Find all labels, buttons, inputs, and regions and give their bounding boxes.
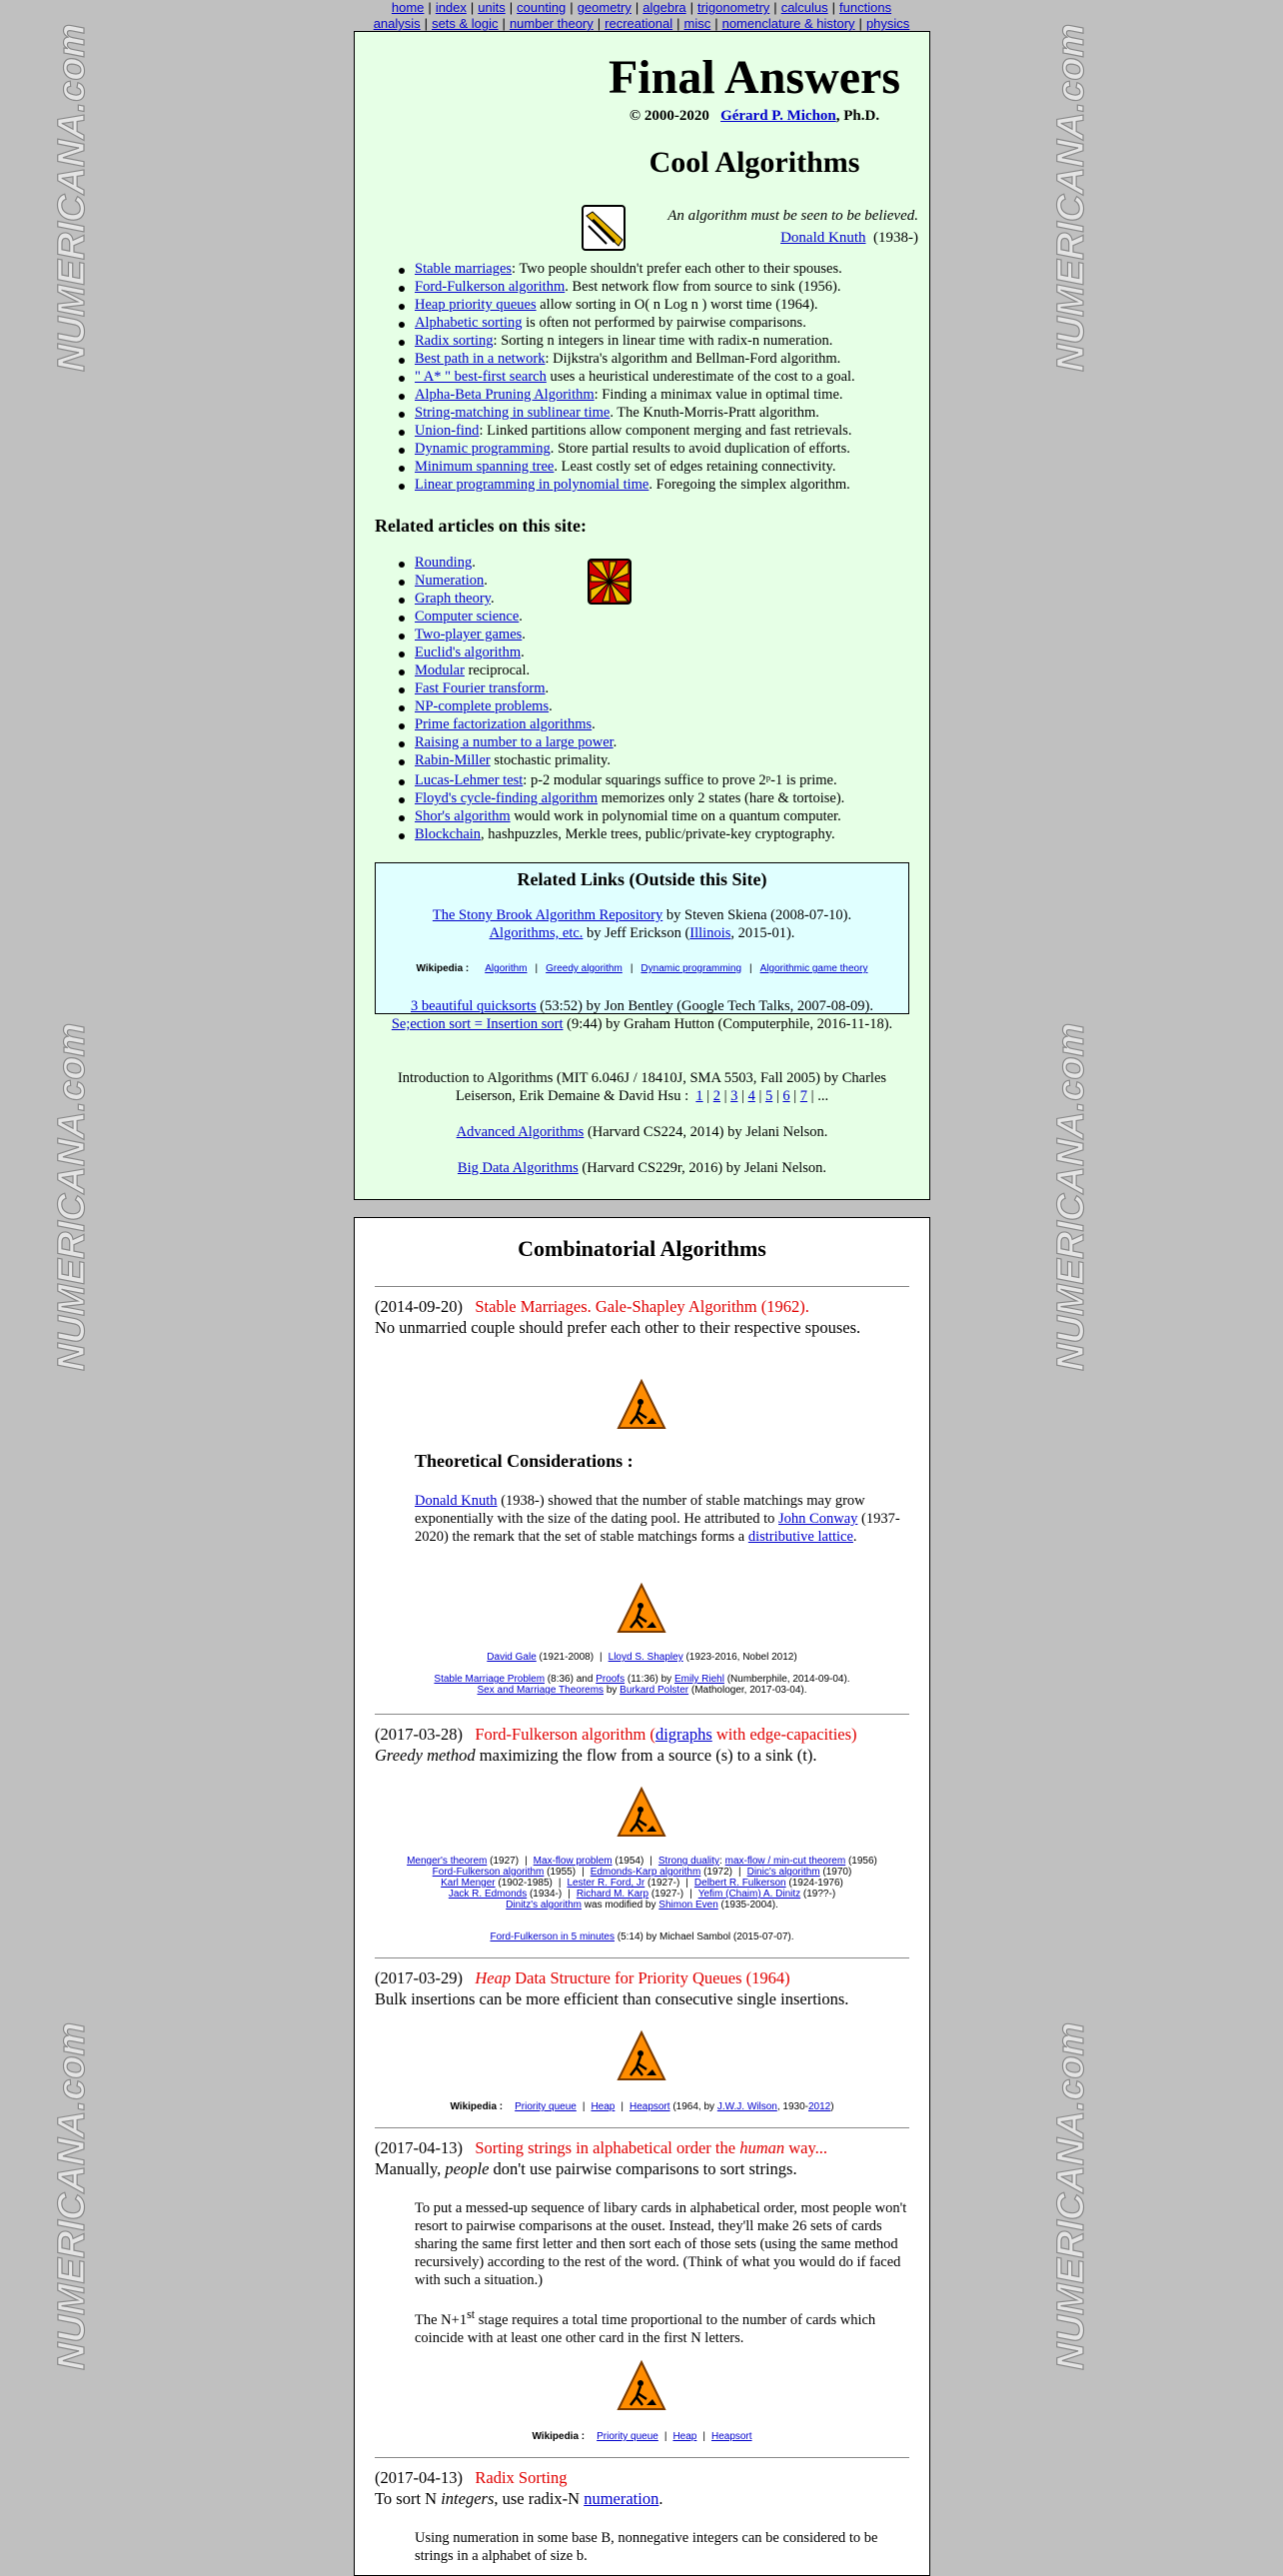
proofs-link[interactable]: Proofs [596, 1674, 626, 1685]
related-link[interactable]: Prime factorization algorithms [415, 716, 593, 732]
wiki-label: Wikipedia : [450, 2101, 504, 2112]
text: (19??-) [800, 1889, 836, 1900]
nav-sets-logic[interactable]: sets & logic [432, 16, 499, 31]
text: (1924-1976) [785, 1878, 843, 1889]
text: The N+1 [415, 2311, 468, 2328]
text: . [658, 2489, 663, 2508]
site-title: Final Answers [608, 51, 901, 104]
quote-text: An algorithm must be seen to be believed. [667, 208, 918, 224]
advanced-algorithms-link[interactable]: Advanced Algorithms [456, 1124, 585, 1140]
radix-paragraph: Using numeration in some base B, nonnegative integers can be considered to be strings in a alphabet of size b. [415, 2530, 878, 2564]
text: (5:14) by Michael Sambol (2015-07-07). [614, 1932, 794, 1942]
stony-brook-link[interactable]: The Stony Brook Algorithm Repository [432, 907, 663, 923]
entry-date: (2017-03-28) [375, 1725, 463, 1744]
entry-subtitle: Bulk insertions can be more efficient than consecutive single insertions. [375, 1989, 849, 2008]
text: . [852, 1529, 857, 1545]
list-item [395, 260, 914, 278]
entry-title: Ford-Fulkerson algorithm ( [475, 1725, 655, 1744]
big-desc: (Harvard CS229r, 2016) by Jelani Nelson. [578, 1160, 827, 1176]
svg-text:NUMERICANA.com: NUMERICANA.com [1050, 1022, 1092, 1371]
wiki-link[interactable]: Algorithm [485, 963, 528, 974]
algo-link[interactable]: Linear programming in polynomial time [415, 477, 649, 493]
text: To sort N [375, 2489, 442, 2508]
credits-flow: Menger's theorem (1927) | Max-flow problem (1954) | Strong duality: max-flow / min-cut theorem (1956) Ford-Fulkerson algorithm (1955) | Edmonds-Karp algorithm (1972) | Dinic's algorithm (1970) Karl Menger (1902-1985) | Lester R. Ford, Jr (1927-) | Delbert R. Fulkerson (1924-1976) Jack R. Edmonds (1934-) | Richard M. Karp (1927-) | Yefim (Chaim) A. Dinitz (19??-) Dinitz's algorithm was modified by Shimon Even (1935-2004). [407, 1856, 877, 1911]
svg-text:NUMERICANA.com: NUMERICANA.com [51, 23, 93, 372]
mit-course: Introduction to Algorithms (MIT 6.046J / 18410J, SMA 5503, Fall 2005) by Charles Leiserson, Erik Demaine & David Hsu : 1 | 2 | 3 | 4 | 5 | 6 | 7 | ... [397, 1070, 887, 1104]
flag-icon [581, 204, 627, 252]
nav-number-theory[interactable]: number theory [509, 16, 594, 31]
under-construction-icon [617, 1378, 666, 1432]
entry-date: (2017-03-29) [375, 1968, 463, 1987]
superscript: st [467, 2307, 476, 2321]
entry-title: Sorting strings in alphabetical order the [475, 2138, 740, 2157]
text: don't use pairwise comparisons to sort strings. [489, 2159, 797, 2178]
algo-desc: . Foregoing the simplex algorithm. [648, 477, 850, 493]
gale-link[interactable]: David Gale [487, 1652, 537, 1663]
dinitz-algorithm-link[interactable]: Dinitz's algorithm [506, 1900, 583, 1911]
wilson-link[interactable]: J.W.J. Wilson [716, 2101, 777, 2112]
divider [375, 1286, 909, 1287]
related-list-2 [395, 771, 924, 843]
entry-date: (2017-04-13) [375, 2468, 463, 2487]
selection-sort-video-link[interactable]: Se;ection sort = Insertion sort [391, 1016, 564, 1032]
list-item [395, 644, 914, 661]
related-desc: . [472, 555, 476, 571]
combinatorial-panel [354, 1217, 930, 2576]
related-desc: would work in polynomial time on a quantum computer. [510, 808, 841, 824]
nav-units[interactable]: units [478, 0, 506, 15]
mengers-theorem-link[interactable]: Menger's theorem [407, 1856, 488, 1867]
related-desc: reciprocal. [464, 662, 531, 678]
line2-end: , 2015-01). [730, 925, 795, 941]
divider [375, 1714, 909, 1715]
algo-link[interactable]: Dynamic programming [415, 441, 551, 457]
algo-desc: : Dijkstra's algorithm and Bellman-Ford algorithm. [545, 351, 841, 367]
strong-duality-link[interactable]: Strong duality [657, 1856, 720, 1867]
algo-desc: . The Knuth-Morris-Pratt algorithm. [610, 405, 819, 421]
copyright-years: © 2000-2020 [629, 108, 709, 124]
related-desc: . [519, 609, 523, 625]
algo-link[interactable]: Stable marriages [415, 261, 513, 277]
list-item [395, 332, 914, 350]
related-links-box [375, 862, 909, 1014]
wiki-label: Wikipedia : [416, 963, 470, 974]
under-construction-icon [617, 2359, 666, 2413]
divider [375, 2457, 909, 2458]
entry-title-end: with edge-capacities) [711, 1725, 857, 1744]
burkard-polster-link[interactable]: Burkard Polster [620, 1685, 689, 1696]
nav-counting[interactable]: counting [517, 0, 567, 15]
related-desc: stochastic primality. [490, 752, 611, 768]
algo-link[interactable]: Alpha-Beta Pruning Algorithm [415, 387, 595, 403]
priority-queue-link[interactable]: Priority queue [515, 2101, 577, 2112]
video-desc: (9:44) by Graham Hutton (Computerphile, 2016-11-18). [563, 1016, 893, 1032]
list-item [395, 590, 914, 608]
algo-link[interactable]: Best path in a network [415, 351, 546, 367]
text: (Mathologer, 2017-03-04). [688, 1685, 807, 1696]
karl-menger-link[interactable]: Karl Menger [441, 1878, 496, 1889]
line1-rest: by Steven Skiena (2008-07-10). [662, 907, 852, 923]
entry-title-end: way... [784, 2138, 828, 2157]
algorithms-etc-link[interactable]: Algorithms, etc. [489, 925, 584, 941]
related-links-heading: Related Links (Outside this Site) [517, 869, 767, 889]
text: (1938-) showed that the number of stable matchings may grow exponentially with the size of the dating pool. He attributed to [415, 1493, 865, 1527]
algo-desc: : Two people shouldn't prefer each other to their spouses. [512, 261, 842, 277]
text: (8:36) and [545, 1674, 597, 1685]
lester-ford-link[interactable]: Lester R. Ford, Jr [567, 1878, 645, 1889]
credits-gale-shapley: David Gale (1921-2008) | Lloyd S. Shapley (1923-2016, Nobel 2012) [487, 1652, 797, 1663]
entry-alphabetic-heading [375, 2137, 914, 2158]
list-item [395, 386, 914, 404]
priority-queue-link[interactable]: Priority queue [597, 2431, 658, 2442]
nav-trigonometry[interactable]: trigonometry [697, 0, 770, 15]
related-link[interactable]: NP-complete problems [415, 698, 550, 714]
wiki-label: Wikipedia : [532, 2431, 586, 2442]
list-item [395, 771, 924, 789]
heap-link[interactable]: Heap [591, 2101, 616, 2112]
text: (1927-) [648, 1889, 684, 1900]
shimon-even-link[interactable]: Shimon Even [658, 1900, 718, 1911]
related-link[interactable]: Raising a number to a large power [415, 734, 614, 750]
list-item [395, 476, 914, 494]
emphasis: people [445, 2159, 490, 2178]
wikipedia-links: Wikipedia : Algorithm | Greedy algorithm | Dynamic programming | Algorithmic game theory [416, 963, 868, 974]
wikipedia-heap-links: Wikipedia : Priority queue | Heap | Heapsort (1964, by J.W.J. Wilson, 1930-2012) [450, 2101, 834, 2112]
text: stage requires a total time proportional to the number of cards which coincide with at least one other card in the first N letters. [415, 2311, 876, 2346]
entry-ford-fulkerson-heading [375, 1724, 914, 1745]
watermark-right-3 [1039, 2018, 1099, 2378]
svg-text:NUMERICANA.com: NUMERICANA.com [51, 2021, 93, 2370]
nav-calculus[interactable]: calculus [780, 0, 828, 15]
list-item [395, 440, 914, 458]
algo-link[interactable]: Heap priority queues [415, 297, 537, 313]
list-item [395, 789, 924, 807]
nav-row-2: analysis | sets & logic | number theory | recreational | misc | nomenclature & history | physics [373, 16, 910, 31]
list-item [395, 404, 914, 422]
entry-title: Radix Sorting [475, 2468, 568, 2487]
list-item [395, 679, 914, 697]
watermark-right-2 [1039, 1019, 1099, 1379]
entry-title: Stable Marriages. Gale-Shapley Algorithm (1962). [475, 1297, 809, 1316]
related-link[interactable]: Rounding [415, 555, 473, 571]
related-desc: . [592, 716, 596, 732]
numeration-link[interactable]: numeration [584, 2489, 659, 2508]
algo-desc: : Sorting n integers in linear time with radix-n numeration. [493, 333, 833, 349]
entry-subtitle [375, 2158, 914, 2179]
algo-desc: : Finding a minimax value in optimal time. [594, 387, 843, 403]
under-construction-icon [617, 1786, 666, 1840]
algo-link[interactable]: Minimum spanning tree [415, 459, 555, 475]
text: (1954) [612, 1856, 644, 1867]
text: (11:36) by [625, 1674, 674, 1685]
watermark-right-1 [1039, 20, 1099, 380]
list-item [395, 733, 914, 751]
text: (1972) [700, 1867, 732, 1878]
nav-analysis[interactable]: analysis [373, 16, 421, 31]
yefim-dinitz-link[interactable]: Yefim (Chaim) A. Dinitz [697, 1889, 801, 1900]
heap-link[interactable]: Heap [672, 2431, 697, 2442]
entry-title-em: Heap [475, 1968, 512, 1987]
list-item [395, 422, 914, 440]
copyright-line [595, 108, 914, 125]
list-item [395, 825, 924, 843]
entry-date: (2017-04-13) [375, 2138, 463, 2157]
algo-desc: is often not performed by pairwise comparisons. [522, 315, 806, 331]
entry-radix-heading [375, 2467, 914, 2488]
text: Manually, [375, 2159, 446, 2178]
watermark-left-2 [40, 1019, 100, 1379]
divider [375, 2127, 909, 2128]
list-item [395, 697, 914, 715]
knuth-link[interactable]: Donald Knuth [415, 1493, 498, 1509]
jack-edmonds-link[interactable]: Jack R. Edmonds [448, 1889, 528, 1900]
digraphs-link[interactable]: digraphs [654, 1725, 712, 1744]
algo-desc: allow sorting in O( n Log n ) worst time (1964). [536, 297, 818, 313]
max-flow-problem-link[interactable]: Max-flow problem [533, 1856, 613, 1867]
entry-title-em: human [739, 2138, 785, 2157]
text: (Numberphile, 2014-09-04). [723, 1674, 850, 1685]
mit-part-link[interactable]: 5 [764, 1088, 773, 1104]
related-link[interactable]: Fast Fourier transform [415, 680, 546, 696]
page-title: Cool Algorithms [648, 146, 860, 179]
text: , 1930- [776, 2101, 808, 2112]
nav-algebra[interactable]: algebra [642, 0, 686, 15]
mit-part-link[interactable]: 3 [730, 1088, 738, 1104]
emphasis: Greedy method [375, 1746, 476, 1765]
mit-part-link[interactable]: 7 [799, 1088, 808, 1104]
max-flow-min-cut-link[interactable]: max-flow / min-cut theorem [724, 1856, 846, 1867]
related-link-line-1 [376, 907, 908, 924]
watermark-left-3 [40, 2018, 100, 2378]
mit-end: ... [813, 1088, 829, 1104]
list-item [395, 314, 914, 332]
related-link[interactable]: Graph theory [415, 591, 491, 607]
related-link[interactable]: Shor's algorithm [415, 808, 511, 824]
text: (1927-) [644, 1878, 680, 1889]
shapley-link[interactable]: Lloyd S. Shapley [608, 1652, 683, 1663]
nav-nomenclature-history[interactable]: nomenclature & history [721, 16, 855, 31]
nav-physics[interactable]: physics [865, 16, 910, 31]
entry-subtitle [375, 2488, 914, 2509]
divider [375, 1957, 909, 1958]
mit-part-link[interactable]: 2 [712, 1088, 720, 1104]
algorithm-list [395, 260, 914, 494]
nav-row-1: home | index | units | counting | geometry | algebra | trigonometry | calculus | functions [391, 0, 892, 15]
text: (1955) [544, 1867, 577, 1878]
heraldic-shield-icon [587, 558, 633, 606]
edmonds-karp-link[interactable]: Edmonds-Karp algorithm [590, 1867, 701, 1878]
text: (1964, by [669, 2101, 717, 2112]
text: (1923-2016, Nobel 2012) [682, 1652, 797, 1663]
video-desc: (53:52) by Jon Bentley (Google Tech Talks, 2007-08-09). [536, 998, 873, 1014]
entry-subtitle: No unmarried couple should prefer each other to their respective spouses. [375, 1318, 861, 1337]
ford-fulkerson-video-link[interactable]: Ford-Fulkerson in 5 minutes [490, 1932, 615, 1942]
emily-riehl-link[interactable]: Emily Riehl [673, 1674, 724, 1685]
big-data-algorithms [375, 1159, 909, 1177]
nav-index[interactable]: index [435, 0, 467, 15]
related-desc: , hashpuzzles, Merkle trees, public/private-key cryptography. [481, 826, 835, 842]
watermark-left-1 [40, 20, 100, 380]
mit-part-link[interactable]: 1 [695, 1088, 703, 1104]
nav-home[interactable]: home [391, 0, 425, 15]
nav-recreational[interactable]: recreational [605, 16, 673, 31]
quicksorts-video-link[interactable]: 3 beautiful quicksorts [411, 998, 537, 1014]
nav-misc[interactable]: misc [683, 16, 711, 31]
related-desc: . [490, 591, 495, 607]
section-title: Combinatorial Algorithms [518, 1236, 766, 1261]
text: (1970) [819, 1867, 852, 1878]
text: , use radix-N [494, 2489, 585, 2508]
richard-karp-link[interactable]: Richard M. Karp [576, 1889, 649, 1900]
list-item [395, 626, 914, 644]
nav-functions[interactable]: functions [839, 0, 892, 15]
list-item [395, 458, 914, 476]
related-desc: : p-2 modular squarings suffice to prove 2ᵖ-1 is prime. [523, 772, 837, 788]
list-item [395, 296, 914, 314]
adv-desc: (Harvard CS224, 2014) by Jelani Nelson. [584, 1124, 828, 1140]
algo-desc: : Linked partitions allow component merging and fast retrievals. [479, 423, 852, 439]
svg-text:NUMERICANA.com: NUMERICANA.com [1050, 2021, 1092, 2370]
emphasis: integers [441, 2489, 495, 2508]
credits-videos [375, 1674, 909, 1696]
related-desc: . [613, 734, 618, 750]
video-links [375, 997, 909, 1033]
list-item [395, 807, 924, 825]
conway-link[interactable]: John Conway [778, 1511, 858, 1527]
related-list [395, 554, 914, 769]
algo-desc: uses a heuristical underestimate of the cost to a goal. [546, 369, 855, 385]
list-item [395, 661, 914, 679]
delbert-fulkerson-link[interactable]: Delbert R. Fulkerson [693, 1878, 786, 1889]
algo-link[interactable]: Ford-Fulkerson algorithm [415, 279, 566, 295]
related-link[interactable]: Euclid's algorithm [415, 644, 522, 660]
algo-desc: . Store partial results to avoid duplication of efforts. [550, 441, 850, 457]
related-desc: . [549, 698, 553, 714]
under-construction-icon [617, 2029, 666, 2083]
related-link[interactable]: Lucas-Lehmer test [415, 772, 524, 788]
nav-geometry[interactable]: geometry [577, 0, 632, 15]
text: (1956) [845, 1856, 877, 1867]
text: (1921-2008) [536, 1652, 595, 1663]
related-desc: . [522, 627, 526, 643]
text: (1902-1985) [495, 1878, 553, 1889]
list-item [395, 350, 914, 368]
heapsort-link[interactable]: Heapsort [710, 2431, 752, 2442]
related-desc: . [521, 644, 525, 660]
related-link[interactable]: Floyd's cycle-finding algorithm [415, 790, 599, 806]
under-construction-icon [617, 1582, 666, 1636]
entry-date: (2014-09-20) [375, 1297, 463, 1316]
related-heading: Related articles on this site: [375, 516, 587, 536]
stable-marriage-problem-link[interactable]: Stable Marriage Problem [434, 1674, 546, 1685]
theoretical-paragraph [415, 1492, 909, 1546]
text: (1937-2020) the remark that the set of stable matchings forms a [415, 1511, 900, 1545]
wikipedia-sort-links: Wikipedia : Priority queue | Heap | Heapsort [532, 2431, 752, 2442]
entry-subtitle [375, 1745, 914, 1766]
algo-link[interactable]: Radix sorting [415, 333, 494, 349]
wiki-link[interactable]: Greedy algorithm [546, 963, 623, 974]
list-item [395, 572, 914, 590]
related-link-line-2 [376, 925, 908, 942]
sex-marriage-theorems-link[interactable]: Sex and Marriage Theorems [477, 1685, 605, 1696]
text: (1935-2004). [717, 1900, 778, 1911]
wiki-link[interactable]: Algorithmic game theory [759, 963, 868, 974]
big-data-link[interactable]: Big Data Algorithms [457, 1160, 579, 1176]
distributive-lattice-link[interactable]: distributive lattice [747, 1529, 853, 1545]
list-item [395, 554, 914, 572]
dinics-algorithm-link[interactable]: Dinic's algorithm [746, 1867, 820, 1878]
knuth-quote [625, 205, 918, 249]
advanced-algorithms [375, 1123, 909, 1141]
related-desc: . [545, 680, 550, 696]
algo-desc: . Best network flow from source to sink (1956). [565, 279, 841, 295]
entry-title: Data Structure for Priority Queues (1964) [511, 1968, 790, 1987]
heapsort-link[interactable]: Heapsort [629, 2101, 670, 2112]
algo-link[interactable]: Union-find [415, 423, 480, 439]
list-item [395, 278, 914, 296]
alphabetic-paragraph-1: To put a messed-up sequence of libary cards in alphabetical order, most people won't resort to pairwise comparisons at the ouset. Instead, they'll make 26 sets of cards sharing the same first letter and then sort each of those sets (using the same method recursively) according to the rest of the word. (Think of what you would do if faced with such a situation.) [415, 2200, 907, 2288]
text: (1927) [487, 1856, 520, 1867]
list-item [395, 751, 914, 769]
text: was modified by [582, 1900, 659, 1911]
related-desc: memorizes only 2 states (hare & tortoise). [598, 790, 845, 806]
entry-heap-heading [375, 1967, 914, 1988]
svg-text:NUMERICANA.com: NUMERICANA.com [51, 1022, 93, 1371]
related-link[interactable]: Numeration [415, 573, 485, 589]
related-desc: . [484, 573, 488, 589]
credits-ff-video [375, 1932, 909, 1942]
year-2012-link[interactable]: 2012 [807, 2101, 831, 2112]
mit-part-link[interactable]: 6 [782, 1088, 790, 1104]
alphabetic-paragraph-2 [415, 2305, 909, 2347]
text: ) [830, 2101, 834, 2112]
ford-fulkerson-link[interactable]: Ford-Fulkerson algorithm [432, 1867, 545, 1878]
related-link[interactable]: Computer science [415, 609, 520, 625]
related-link[interactable]: Blockchain [415, 826, 482, 842]
entry-stable-marriages-heading [375, 1296, 914, 1317]
algo-link[interactable]: Alphabetic sorting [415, 315, 523, 331]
svg-text:NUMERICANA.com: NUMERICANA.com [1050, 23, 1092, 372]
related-link[interactable]: Two-player games [415, 627, 523, 643]
mit-part-link[interactable]: 4 [747, 1088, 755, 1104]
mit-text: Introduction to Algorithms (MIT 6.046J / 18410J, SMA 5503, Fall 2005) by Charles Leiserson, Erik Demaine & David Hsu : [397, 1070, 887, 1104]
theoretical-heading: Theoretical Considerations : [415, 1451, 634, 1471]
algo-desc: . Least costly set of edges retaining connectivity. [554, 459, 836, 475]
algo-link[interactable]: String-matching in sublinear time [415, 405, 611, 421]
quote-years: (1938-) [873, 230, 918, 246]
algo-link[interactable]: " A* " best-first search [415, 369, 547, 385]
list-item [395, 715, 914, 733]
related-link[interactable]: Rabin-Miller [415, 752, 491, 768]
author-link[interactable]: Gérard P. Michon [720, 108, 836, 124]
related-link[interactable]: Modular [415, 662, 465, 678]
list-item [395, 368, 914, 386]
quote-author-link[interactable]: Donald Knuth [780, 230, 866, 246]
text: maximizing the flow from a source (s) to a sink (t). [475, 1746, 817, 1765]
text: (1934-) [527, 1889, 563, 1900]
text: : [719, 1856, 725, 1867]
list-item [395, 608, 914, 626]
intro-panel [354, 31, 930, 1200]
wiki-link[interactable]: Dynamic programming [641, 963, 742, 974]
illinois-link[interactable]: Illinois [689, 925, 731, 941]
text: by [604, 1685, 621, 1696]
author-suffix: , Ph.D. [835, 108, 880, 124]
line2-mid: by Jeff Erickson ( [583, 925, 690, 941]
